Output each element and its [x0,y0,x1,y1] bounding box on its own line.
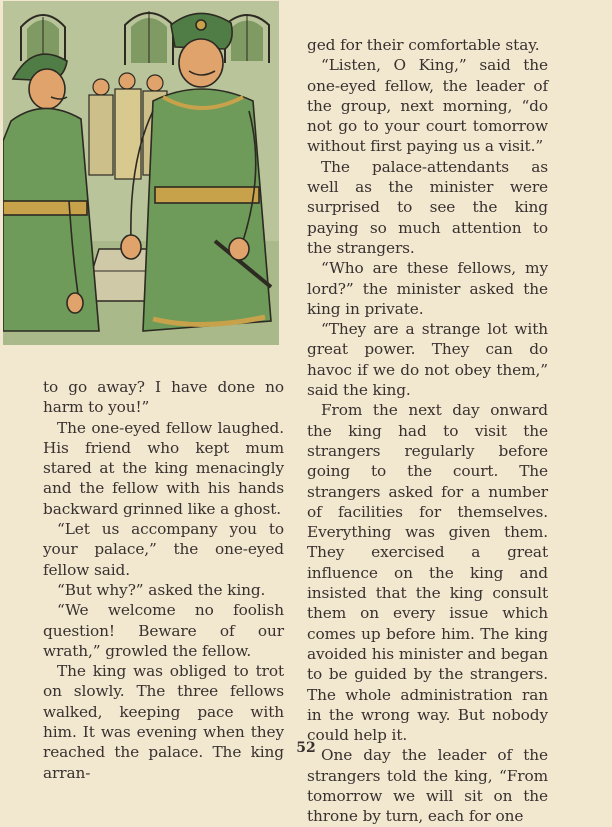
illustration-icon [3,1,279,345]
paragraph: The palace-attendants as well as the minister were surprised to see the king paying so much attention to the strangers. [307,157,548,257]
left-text-column [43,377,284,783]
paragraph: ged for their comfortable stay. [307,36,540,54]
illustration [3,1,279,345]
paragraph: to go away? I have done no harm to you!” [43,378,284,417]
page-number: 52 [296,740,316,756]
right-text-column [307,35,548,827]
paragraph: “They are a strange lot with great power. They can do havoc if we do not obey them,” said the king. [307,320,548,400]
paragraph: “We welcome no foolish question! Beware of our wrath,” growled the fellow. [43,601,284,660]
paragraph: “But why?” asked the king. [57,580,266,599]
paragraph: “Who are these fellows, my lord?” the minister asked the king in private. [307,259,548,318]
paragraph: “Listen, O King,” said the one-eyed fellow, the leader of the group, next morning, “do not go to your court tomorrow without first paying us a visit.” [307,56,548,156]
paragraph: The one-eyed fellow laughed. His friend who kept mum stared at the king menacingly and the fellow with his hands backward grinned like a ghost. [43,418,284,518]
paragraph: From the next day onward the king had to visit the strangers regularly before going to the court. The strangers asked for a number of facilities for themselves. Everything was given them. They exercised a great influence on the king and insisted that the king consult them on every issue which comes up before him. The king avoided his minister and began to be guided by the strangers. The whole administration ran in the wrong way. But nobody could help it. [307,401,548,745]
paragraph: The king was obliged to trot on slowly. The three fellows walked, keeping pace with him. It was evening when they reached the palace. The king arran- [43,662,284,782]
paragraph: One day the leader of the strangers told the king, “From tomorrow we will sit on the throne by turn, each for one [307,746,548,826]
paragraph: “Let us accompany you to your palace,” the one-eyed fellow said. [43,520,284,579]
